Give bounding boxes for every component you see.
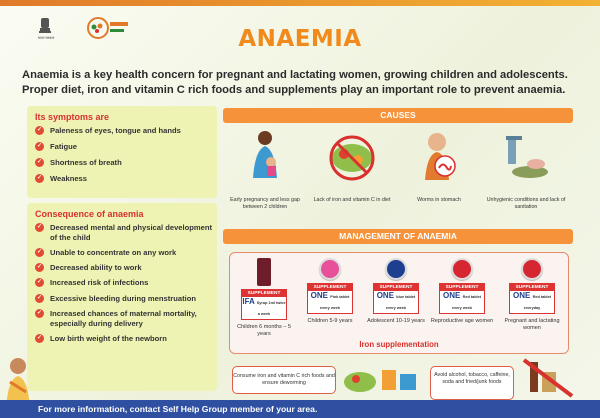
supplement-tag: SUPPLEMENT ONE Red tablet every week bbox=[439, 283, 485, 314]
supplement-card: SUPPLEMENT ONE Pink tablet every week Children 5-9 years bbox=[298, 258, 362, 325]
check-icon: ✓ bbox=[36, 175, 43, 182]
list-item: ✓ Fatigue bbox=[36, 142, 78, 152]
list-item: ✓ Weakness bbox=[36, 174, 88, 184]
unhygienic-conditions-icon bbox=[502, 128, 550, 184]
symptoms-heading: Its symptoms are bbox=[35, 112, 110, 122]
cause-diet: Lack of iron and vitamin C in diet bbox=[309, 128, 395, 204]
consequence-heading: Consequence of anaemia bbox=[35, 209, 144, 219]
cause-sanitation: Unhygienic conditions and lack of sanitation bbox=[483, 128, 569, 211]
supplement-tag: SUPPLEMENT IFA Syrup 1ml twice a week bbox=[241, 289, 287, 320]
check-icon: ✓ bbox=[36, 127, 43, 133]
intro-text: Anaemia is a key health concern for pregnant and lactating women, growing children and adolescents. Proper diet, iron and vitamin C rich foods and supplements play an important role to prevent anaemia. bbox=[22, 69, 568, 96]
stomach-ache-icon bbox=[415, 128, 463, 184]
supplement-tag: SUPPLEMENT ONE blue tablet every week bbox=[373, 283, 419, 314]
list-item: ✓ Increased chances of maternal mortality, especially during delivery bbox=[36, 309, 197, 328]
list-item: ✓ Unable to concentrate on any work bbox=[36, 247, 177, 257]
mother-child-icon bbox=[241, 128, 289, 184]
list-item: ✓ Low birth weight of the newborn bbox=[36, 333, 167, 343]
list-item: ✓ Decreased ability to work bbox=[36, 263, 142, 273]
emblem-caption: भारत सरकार bbox=[37, 36, 55, 40]
check-icon: ✓ bbox=[36, 159, 43, 166]
top-stripe bbox=[0, 0, 600, 6]
supplement-card: SUPPLEMENT IFA Syrup 1ml twice a week Children 6 months – 5 years bbox=[232, 258, 296, 338]
list-item: ✓ Paleness of eyes, tongue and hands bbox=[36, 126, 181, 135]
no-iron-food-icon bbox=[328, 128, 376, 184]
check-icon: ✓ bbox=[36, 248, 43, 255]
check-icon: ✓ bbox=[36, 143, 43, 150]
list-item: ✓ Shortness of breath bbox=[36, 158, 122, 168]
supplement-card: SUPPLEMENT ONE Red tablet every week Reproductive age women bbox=[430, 258, 494, 325]
syrup-bottle-icon bbox=[257, 258, 271, 286]
no-junk-food-icon bbox=[520, 356, 576, 400]
consequence-panel bbox=[27, 203, 217, 391]
avoid-foods-note: Avoid alcohol, tobacco, caffeine, soda and fried/junk foods bbox=[430, 366, 514, 400]
consume-foods-note: Consume iron and vitamin C rich foods and ensure deworming bbox=[232, 366, 336, 394]
pink-tablet-icon bbox=[319, 258, 341, 280]
cause-early-pregnancy: Early pregnancy and less gap between 2 children bbox=[222, 128, 308, 211]
list-item: ✓ Decreased mental and physical development of the child bbox=[36, 223, 213, 242]
healthy-food-icon bbox=[342, 362, 422, 398]
check-icon: ✓ bbox=[36, 224, 43, 230]
red-tablet-icon bbox=[451, 258, 473, 280]
check-icon: ✓ bbox=[36, 334, 43, 341]
management-heading: MANAGEMENT OF ANAEMIA bbox=[223, 229, 573, 244]
blue-tablet-icon bbox=[385, 258, 407, 280]
supplement-card: SUPPLEMENT ONE blue tablet every week Adolescent 10-19 years bbox=[364, 258, 428, 325]
check-icon: ✓ bbox=[36, 279, 43, 286]
check-icon: ✓ bbox=[36, 310, 43, 316]
check-icon: ✓ bbox=[36, 294, 43, 301]
check-icon: ✓ bbox=[36, 264, 43, 271]
consequence-list bbox=[35, 223, 213, 349]
supplement-tag: SUPPLEMENT ONE Red tablet everyday bbox=[509, 283, 555, 314]
supplement-tag: SUPPLEMENT ONE Pink tablet every week bbox=[307, 283, 353, 314]
red-tablet-icon bbox=[521, 258, 543, 280]
supplement-card: SUPPLEMENT ONE Red tablet everyday Pregnant and lactating women bbox=[500, 258, 564, 332]
list-item: ✓ Increased risk of infections bbox=[36, 278, 149, 288]
iron-supplementation-label: Iron supplementation bbox=[359, 340, 439, 349]
footer-banner: For more information, contact Self Help Group member of your area. bbox=[0, 400, 600, 418]
causes-heading: CAUSES bbox=[223, 108, 573, 123]
symptoms-list bbox=[35, 126, 213, 190]
cause-worms: Worms in stomach bbox=[396, 128, 482, 204]
page-title: ANAEMIA bbox=[238, 26, 362, 52]
symptoms-panel bbox=[27, 106, 217, 198]
list-item: ✓ Excessive bleeding during menstruation bbox=[36, 293, 197, 303]
